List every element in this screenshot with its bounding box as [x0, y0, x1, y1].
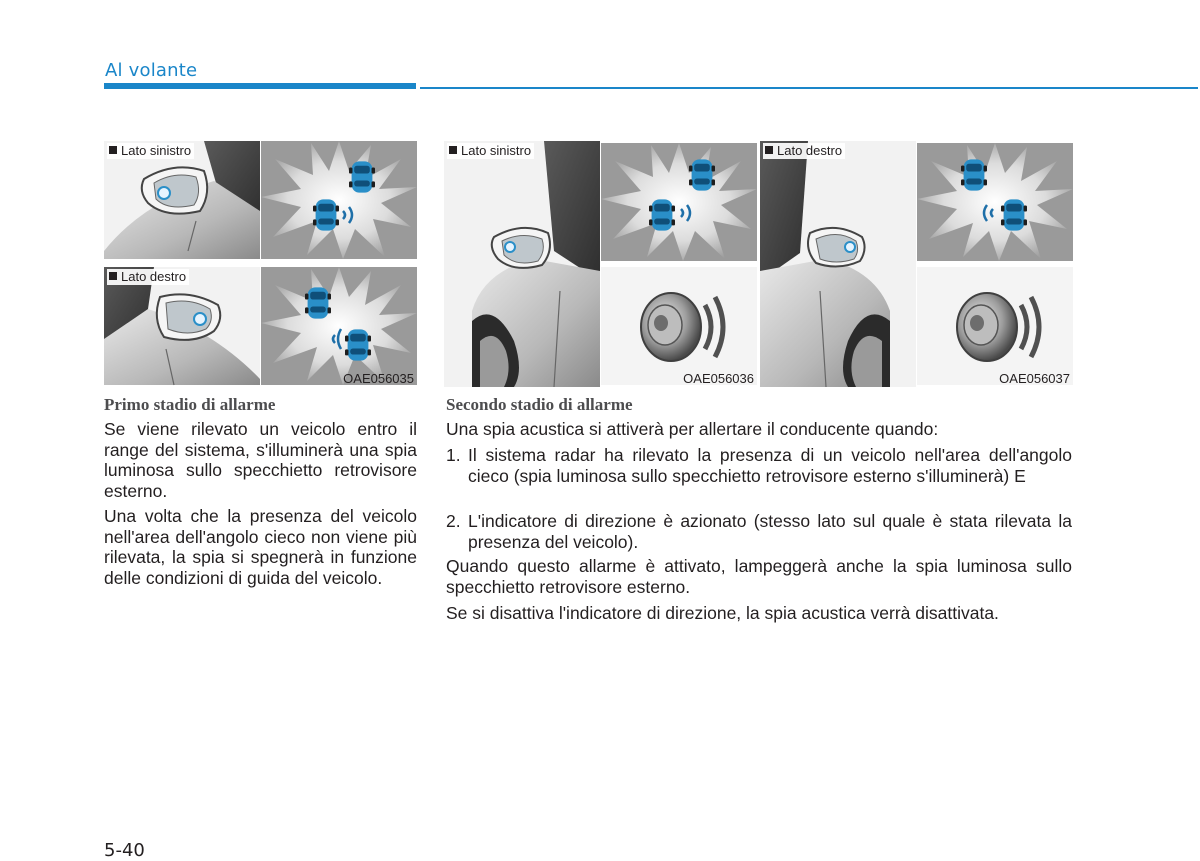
header-rule-thin [420, 87, 1198, 89]
figure-code: OAE056037 [999, 371, 1070, 386]
second-stage-heading: Secondo stadio di allarme [446, 395, 633, 414]
second-stage-off-paragraph: Se si disattiva l'indicatore di direzione, la spia acustica verrà disattivata. [446, 603, 999, 623]
blind-spot-burst [601, 141, 757, 263]
first-stage-paragraph: Se viene rilevato un veicolo entro il range del sistema, s'illuminerà una spia luminosa sullo specchietto retrovisore esterno. [104, 419, 417, 501]
figure-caption: Lato sinistro [107, 143, 194, 159]
car-front-left-illustration [444, 141, 600, 387]
second-stage-intro: Una spia acustica si attiverà per allertare il conducente quando: [446, 419, 939, 439]
list-item: 1. Il sistema radar ha rilevato la presenza di un veicolo nell'area dell'angolo cieco (spia luminosa sullo specchietto retrovisore esterno s'illuminerà) E [446, 445, 1072, 486]
speaker-icon [601, 265, 757, 387]
section-title: Al volante [105, 60, 198, 81]
figure-code: OAE056036 [683, 371, 754, 386]
header-rule-thick [104, 83, 416, 89]
car-front-right-illustration [760, 141, 916, 387]
speaker-icon [917, 265, 1073, 387]
blind-spot-burst-right [261, 265, 417, 387]
figure-caption: Lato destro [107, 269, 189, 285]
first-stage-heading: Primo stadio di allarme [104, 395, 276, 414]
figure-caption: Lato sinistro [447, 143, 534, 159]
figure-second-stage-right [760, 141, 1073, 387]
blind-spot-burst-left [261, 141, 417, 259]
page-number: 5-40 [104, 840, 145, 861]
list-item: 2. L'indicatore di direzione è azionato (stesso lato sul quale è stata rilevata la presenza del veicolo). [446, 511, 1072, 552]
figure-caption: Lato destro [763, 143, 845, 159]
figure-first-stage [104, 141, 417, 387]
figure-second-stage-left [444, 141, 757, 387]
second-stage-blink-paragraph: Quando questo allarme è attivato, lampeggerà anche la spia luminosa sullo specchietto retrovisore esterno. [446, 556, 1072, 597]
figure-code: OAE056035 [343, 371, 414, 386]
blind-spot-burst [917, 141, 1073, 263]
first-stage-paragraph: Una volta che la presenza del veicolo nell'area dell'angolo cieco non viene più rilevata, la spia si spegnerà in funzione delle condizioni di guida del veicolo. [104, 506, 417, 588]
